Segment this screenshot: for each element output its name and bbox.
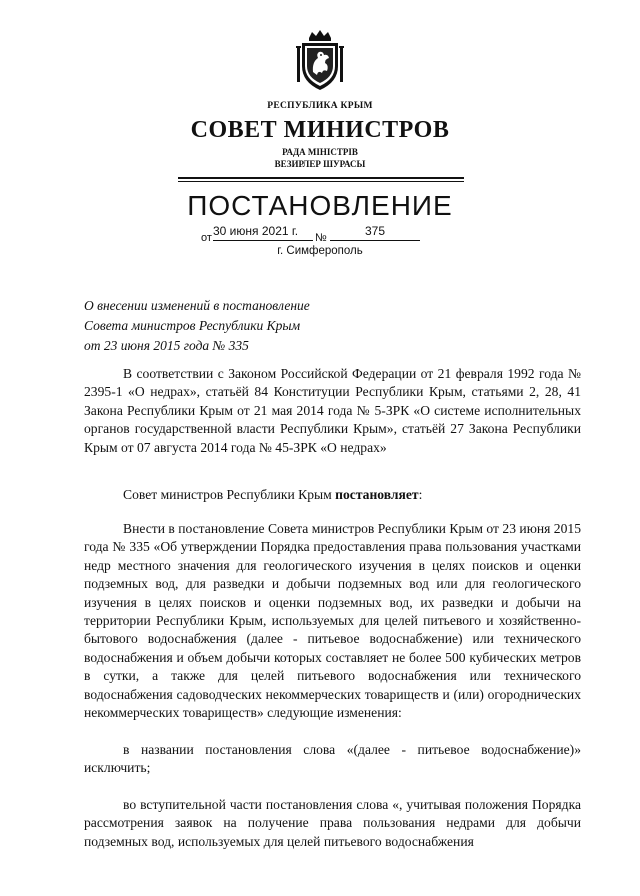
amendment-intro-paragraph: Внести в постановление Совета министров Республики Крым от 23 июня 2015 года № 335 «Об утверждении Порядка предоставления права пользования участками недр местного значения для геологического изучения в целях поисков и оценки подземных вод, для разведки и добычи подземных вод или для геологического изучения в целях поисков и оценки подземных вод, их разведки и добычи на территории Республики Крым, используемых для целей питьевого и хозяйственно-бытового водоснабжения (далее - питьевое водоснабжение) или технического водоснабжения и объем добычи которых составляет не более 500 кубических метров в сутки, а также для целей питьевого водоснабжения или технического водоснабжения садоводческих некоммерческих товариществ и (или) огороднических некоммерческих товариществ» следующие изменения: bbox=[84, 521, 581, 721]
republic-name: РЕСПУБЛИКА КРЫМ bbox=[267, 101, 373, 111]
preamble-paragraph: В соответствии с Законом Российской Федерации от 21 февраля 1992 года № 2395-1 «О недрах», статьёй 84 Конституции Республики Крым, статьями 2, 28, 41 Закона Республики Крым от 21 мая 2014 года № 5-ЗРК «О системе исполнительных органов государственной власти Республики Крым», статьёй 27 Закона Республики Крым от 07 августа 2014 года № 45-ЗРК «О недрах» bbox=[84, 366, 581, 455]
council-name: СОВЕТ МИНИСТРОВ bbox=[190, 117, 450, 143]
subject-line: от 23 июня 2015 года № 335 bbox=[84, 338, 249, 353]
document-type-title: ПОСТАНОВЛЕНИЕ bbox=[187, 190, 453, 221]
subject-line: Совета министров Республики Крым bbox=[84, 318, 301, 333]
amendment-item-paragraph: во вступительной части постановления слова «, учитывая положения Порядка рассмотрения заявок на получение права пользования недрами для добычи подземных вод, используемых для целей питьевого водоснабжения bbox=[84, 797, 581, 849]
date-prefix-label: от bbox=[201, 232, 212, 244]
header-divider-thick bbox=[178, 177, 464, 179]
header-divider-thin bbox=[178, 181, 464, 182]
decree-date-number bbox=[201, 224, 431, 244]
resolution-lead: Совет министров Республики Крым bbox=[123, 487, 336, 502]
decree-number: 375 bbox=[330, 224, 420, 241]
crimea-coat-of-arms-icon bbox=[294, 28, 346, 94]
subject-line: О внесении изменений в постановление bbox=[84, 298, 310, 313]
decree-city: г. Симферополь bbox=[277, 245, 363, 257]
council-name-crimean-tatar: ВЕЗИРЛЕР ШУРАСЫ bbox=[274, 159, 366, 169]
resolution-colon: : bbox=[418, 487, 423, 502]
decree-date: 30 июня 2021 г. bbox=[213, 224, 313, 241]
decree-subject bbox=[84, 296, 384, 356]
council-name-ukrainian: РАДА МІНІСТРІВ bbox=[282, 147, 358, 157]
amendment-item-paragraph: в названии постановления слова «(далее - питьевое водоснабжение)» исключить; bbox=[84, 742, 581, 776]
resolution-paragraph bbox=[84, 486, 581, 504]
number-sign-label: № bbox=[315, 232, 327, 244]
resolution-verb: постановляет bbox=[335, 487, 419, 502]
